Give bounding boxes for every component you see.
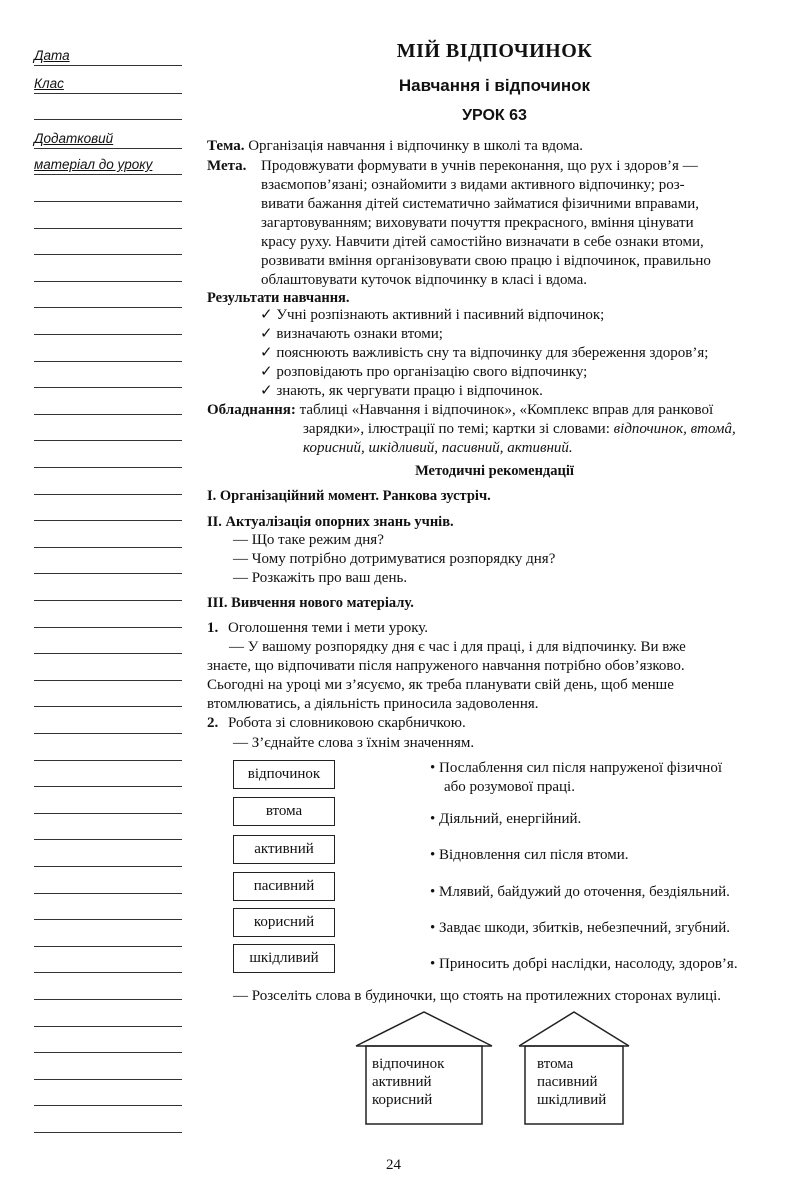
step-2-instruction: — З’єднайте слова з їхнім значенням. [233,735,475,751]
note-line [34,733,182,734]
result-item: ✓ розповідають про організацію свого відпочинку; [260,363,785,382]
page-number: 24 [386,1157,401,1173]
house-right [517,1010,657,1125]
blank-line [34,119,182,120]
questions-list [233,531,555,588]
page-subtitle: Навчання і відпочинок [398,76,591,95]
class-line [34,93,182,94]
definition-item: • Приносить добрі наслідки, насолоду, здоров’я. [430,955,785,974]
house-left-words [372,1055,444,1109]
note-line [34,307,182,308]
note-line [34,414,182,415]
page-title: МІЙ ВІДПОЧИНОК [396,40,593,62]
note-line [34,440,182,441]
note-line [34,361,182,362]
note-line [34,254,182,255]
house-word: активний [372,1074,432,1090]
word-card: відпочинок [233,760,335,789]
note-line [34,281,182,282]
house-word: втома [537,1056,574,1072]
note-line [34,600,182,601]
note-line [34,573,182,574]
note-line [34,1132,182,1133]
step-1-line: — У вашому розпорядку дня є час і для праці, і для відпочинку. Ви вже [229,639,686,655]
section-3-heading: III. Вивчення нового матеріалу. [207,595,414,611]
note-line [34,1052,182,1053]
result-item: ✓ знають, як чергувати працю і відпочинок. [260,382,785,401]
goal-line: загартовуванням; виховувати почуття прекрасного, вміння цінувати [261,215,694,231]
note-line [34,547,182,548]
note-line [34,520,182,521]
note-line [34,334,182,335]
house-right-words [537,1055,606,1109]
step-1-number: 1. [207,620,219,636]
word-card: шкідливий [233,944,335,973]
step-1-line: втомлюватись, а діяльність приносила задоволення. [207,696,539,712]
results-list [260,306,785,401]
question-item: — Що таке режим дня? [233,532,384,548]
lesson-number: УРОК 63 [462,107,527,124]
equipment-cards: відпочинок, втомâ, [613,421,736,437]
goal-line: красу руху. Навчити дітей самостійно визначати в себе ознаки втоми, [261,234,704,250]
note-line [34,1079,182,1080]
definition-item: • Млявий, байдужий до оточення, бездіяльний. [430,883,785,902]
equipment-line-1: таблиці «Навчання і відпочинок», «Комплекс вправ для ранкової [299,402,714,418]
note-line [34,494,182,495]
note-line [34,680,182,681]
class-label: Клас [34,76,64,91]
note-line [34,706,182,707]
note-line [34,627,182,628]
note-line [34,839,182,840]
method-heading: Методичні рекомендації [415,463,574,479]
goal-line: взаємопов’язані; ознайомити з видами активного відпочинку; роз- [261,177,685,193]
word-card: активний [233,835,335,864]
note-line [34,946,182,947]
extra-line-2 [34,174,182,175]
step-2-number: 2. [207,715,219,731]
note-line [34,228,182,229]
topic-row [207,137,782,156]
note-line [34,893,182,894]
note-line [34,972,182,973]
step-1-text [207,638,785,714]
result-item: ✓ Учні розпізнають активний і пасивний відпочинок; [260,306,785,325]
equipment-block [207,401,785,458]
equipment-cards-2: корисний, шкідливий, пасивний, активний. [303,440,573,456]
goal-label: Мета. [207,158,247,174]
goal-text [261,157,783,290]
note-line [34,1026,182,1027]
step-1 [207,619,428,638]
note-line [34,653,182,654]
step-1-title: Оголошення теми і мети уроку. [228,620,429,636]
section-1-heading: I. Організаційний момент. Ранкова зустріч. [207,488,491,504]
definition-item: • Відновлення сил після втоми. [430,846,785,865]
word-card: втома [233,797,335,826]
step-2-title: Робота зі словниковою скарбничкою. [228,715,466,731]
house-word: відпочинок [372,1056,445,1072]
results-heading: Результати навчання. [207,290,350,306]
step-1-line: Сьогодні на уроці ми з’ясуємо, як треба планувати свій день, щоб менше [207,677,674,693]
note-line [34,919,182,920]
extra-material-label-1: Додатковий [34,131,114,146]
note-line [34,1105,182,1106]
result-item: ✓ пояснюють важливість сну та відпочинку для збереження здоров’я; [260,344,785,363]
date-label: Дата [34,48,70,63]
houses-instruction: — Розселіть слова в будиночки, що стоять на протилежних сторонах вулиці. [233,988,722,1004]
topic-text: Організація навчання і відпочинку в школі та вдома. [248,138,584,154]
goal-line: вивати бажання дітей систематично займатися фізичними вправами, [261,196,699,212]
section-2-heading: II. Актуалізація опорних знань учнів. [207,514,454,530]
note-line [34,201,182,202]
goal-line: облаштовувати куточок відпочинку в класі і вдома. [261,272,588,288]
note-line [34,760,182,761]
note-line [34,786,182,787]
step-2 [207,714,466,733]
extra-line-1 [34,148,182,149]
note-line [34,467,182,468]
definition-item: • Послаблення сил після напруженої фізичної [430,759,785,778]
word-card: пасивний [233,872,335,901]
house-word: пасивний [537,1074,598,1090]
note-line [34,999,182,1000]
definition-item: • Завдає шкоди, збитків, небезпечний, згубний. [430,919,785,938]
question-item: — Чому потрібно дотримуватися розпорядку дня? [233,551,556,567]
house-word: корисний [372,1092,433,1108]
result-item: ✓ визначають ознаки втоми; [260,325,785,344]
question-item: — Розкажіть про ваш день. [233,570,408,586]
equipment-line-2: зарядки», ілюстрації по темі; картки зі словами: [303,421,610,437]
house-left [354,1010,494,1125]
date-line [34,65,182,66]
note-line [34,813,182,814]
house-word: шкідливий [537,1092,607,1108]
definition-continuation: або розумової праці. [444,779,575,795]
goal-line: розвивати вміння організовувати свою працю і відпочинок, правильно [261,253,711,269]
definition-item: • Діяльний, енергійний. [430,810,785,829]
topic-label: Тема. [207,138,245,154]
note-line [34,866,182,867]
equipment-label: Обладнання: [207,402,296,418]
extra-material-label-2: матеріал до уроку [34,157,153,172]
goal-line: Продовжувати формувати в учнів переконання, що рух і здоров’я — [261,158,698,174]
note-line [34,387,182,388]
word-card: корисний [233,908,335,937]
step-1-line: знаєте, що відпочивати після напруженого навчання потрібно обов’язково. [207,658,685,674]
